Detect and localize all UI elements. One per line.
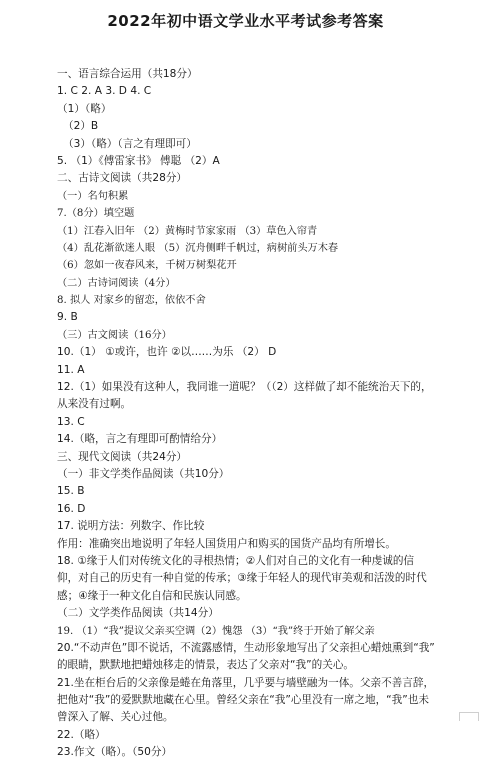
answer-line: 从来没有过啊。 — [57, 398, 132, 411]
answer-line: 19. （1）“我”提议父亲买空调（2）愧怨 （3）“我”终于开始了解父亲 — [57, 625, 375, 637]
answer-line: （1）（略） — [57, 102, 112, 115]
subsection-heading: （三）古文阅读（16分） — [57, 329, 172, 341]
answer-line: （1）江春入旧年 （2）黄梅时节家家雨 （3）草色入帘青 — [57, 225, 318, 237]
subsection-heading: （一）名句积累 — [57, 190, 129, 202]
answer-line: 9. B — [57, 311, 78, 324]
answer-line: （3）（略）（言之有理即可） — [63, 137, 197, 150]
answer-line: 15. B — [57, 485, 85, 498]
section-heading: 三、现代文阅读（共24分） — [57, 450, 188, 463]
answer-line: 16. D — [57, 502, 86, 515]
answer-line: 12.（1）如果没有这种人，我同谁一道呢？（（2）这样做了却不能统治天下的， — [57, 381, 432, 394]
answer-line: 14.（略，言之有理即可酌情给分） — [57, 433, 223, 446]
answer-line: （2）B — [63, 120, 99, 133]
answer-line: 22.（略） — [57, 728, 106, 741]
answer-content — [57, 66, 477, 762]
answer-line: 18. ①缘于人们对传统文化的寻根热情；②人们对自己的文化有一种虔诚的信 — [57, 554, 415, 567]
answer-line: 感；④缘于一种文化自信和民族认同感。 — [57, 589, 247, 602]
answer-line: 13. C — [57, 415, 85, 428]
subsection-heading: （一）非文学类作品阅读（共10分） — [57, 467, 230, 480]
answer-line: 1. C 2. A 3. D 4. C — [57, 85, 152, 98]
answer-line: 7.（8分）填空题 — [57, 208, 135, 220]
answer-line: 17. 说明方法：列数字、作比较 — [57, 520, 205, 533]
answer-line: 5. （1）《傅雷家书》 傅聪 （2）A — [57, 154, 220, 167]
page-corner-mark — [459, 712, 479, 721]
answer-line: 曾深入了解、关心过他。 — [57, 711, 174, 724]
answer-line: 作用：准确突出地说明了年轻人国货用户和购买的国货产品均有所增长。 — [57, 537, 396, 550]
answer-line: 仰，对自己的历史有一种自觉的传承；③缘于年轻人的现代审美观和活泼的时代 — [57, 572, 427, 585]
answer-line: 8. 拟人 对家乡的留恋，依依不舍 — [57, 295, 206, 307]
document-title: 2022年初中语文学业水平考试参考答案 — [107, 12, 384, 30]
answer-line: 10.（1） ①或许，也许 ②以……为乐 （2） D — [57, 346, 277, 359]
subsection-heading: （二）文学类作品阅读（共14分） — [57, 607, 219, 620]
answer-line: 21.坐在柜台后的父亲像是蜷在角落里，几乎要与墙壁融为一体。父亲不善言辞， — [57, 676, 435, 689]
answer-line: 23.作文（略）。（50分） — [57, 746, 173, 759]
answer-line: 11. A — [57, 363, 85, 376]
subsection-heading: （二）古诗词阅读（4分） — [57, 277, 176, 289]
section-heading: 一、语言综合运用（共18分） — [57, 68, 198, 80]
answer-line: 20.“不动声色”即不说话，不流露感情，生动形象地写出了父亲担心蜡烛熏到“我” — [57, 641, 435, 654]
answer-line: （6）忽如一夜春风来，千树万树梨花开 — [57, 260, 237, 272]
answer-line: （4）乱花渐欲迷人眼 （5）沉舟侧畔千帆过，病树前头万木春 — [57, 242, 339, 254]
answer-line: 的眼睛，默默地把蜡烛移走的情景，表达了父亲对“我”的关心。 — [57, 659, 355, 672]
section-heading: 二、古诗文阅读（共28分） — [57, 172, 188, 185]
answer-line: 把他对“我”的爱默默地藏在心里。曾经父亲在“我”心里没有一席之地，“我”也未 — [57, 694, 429, 707]
